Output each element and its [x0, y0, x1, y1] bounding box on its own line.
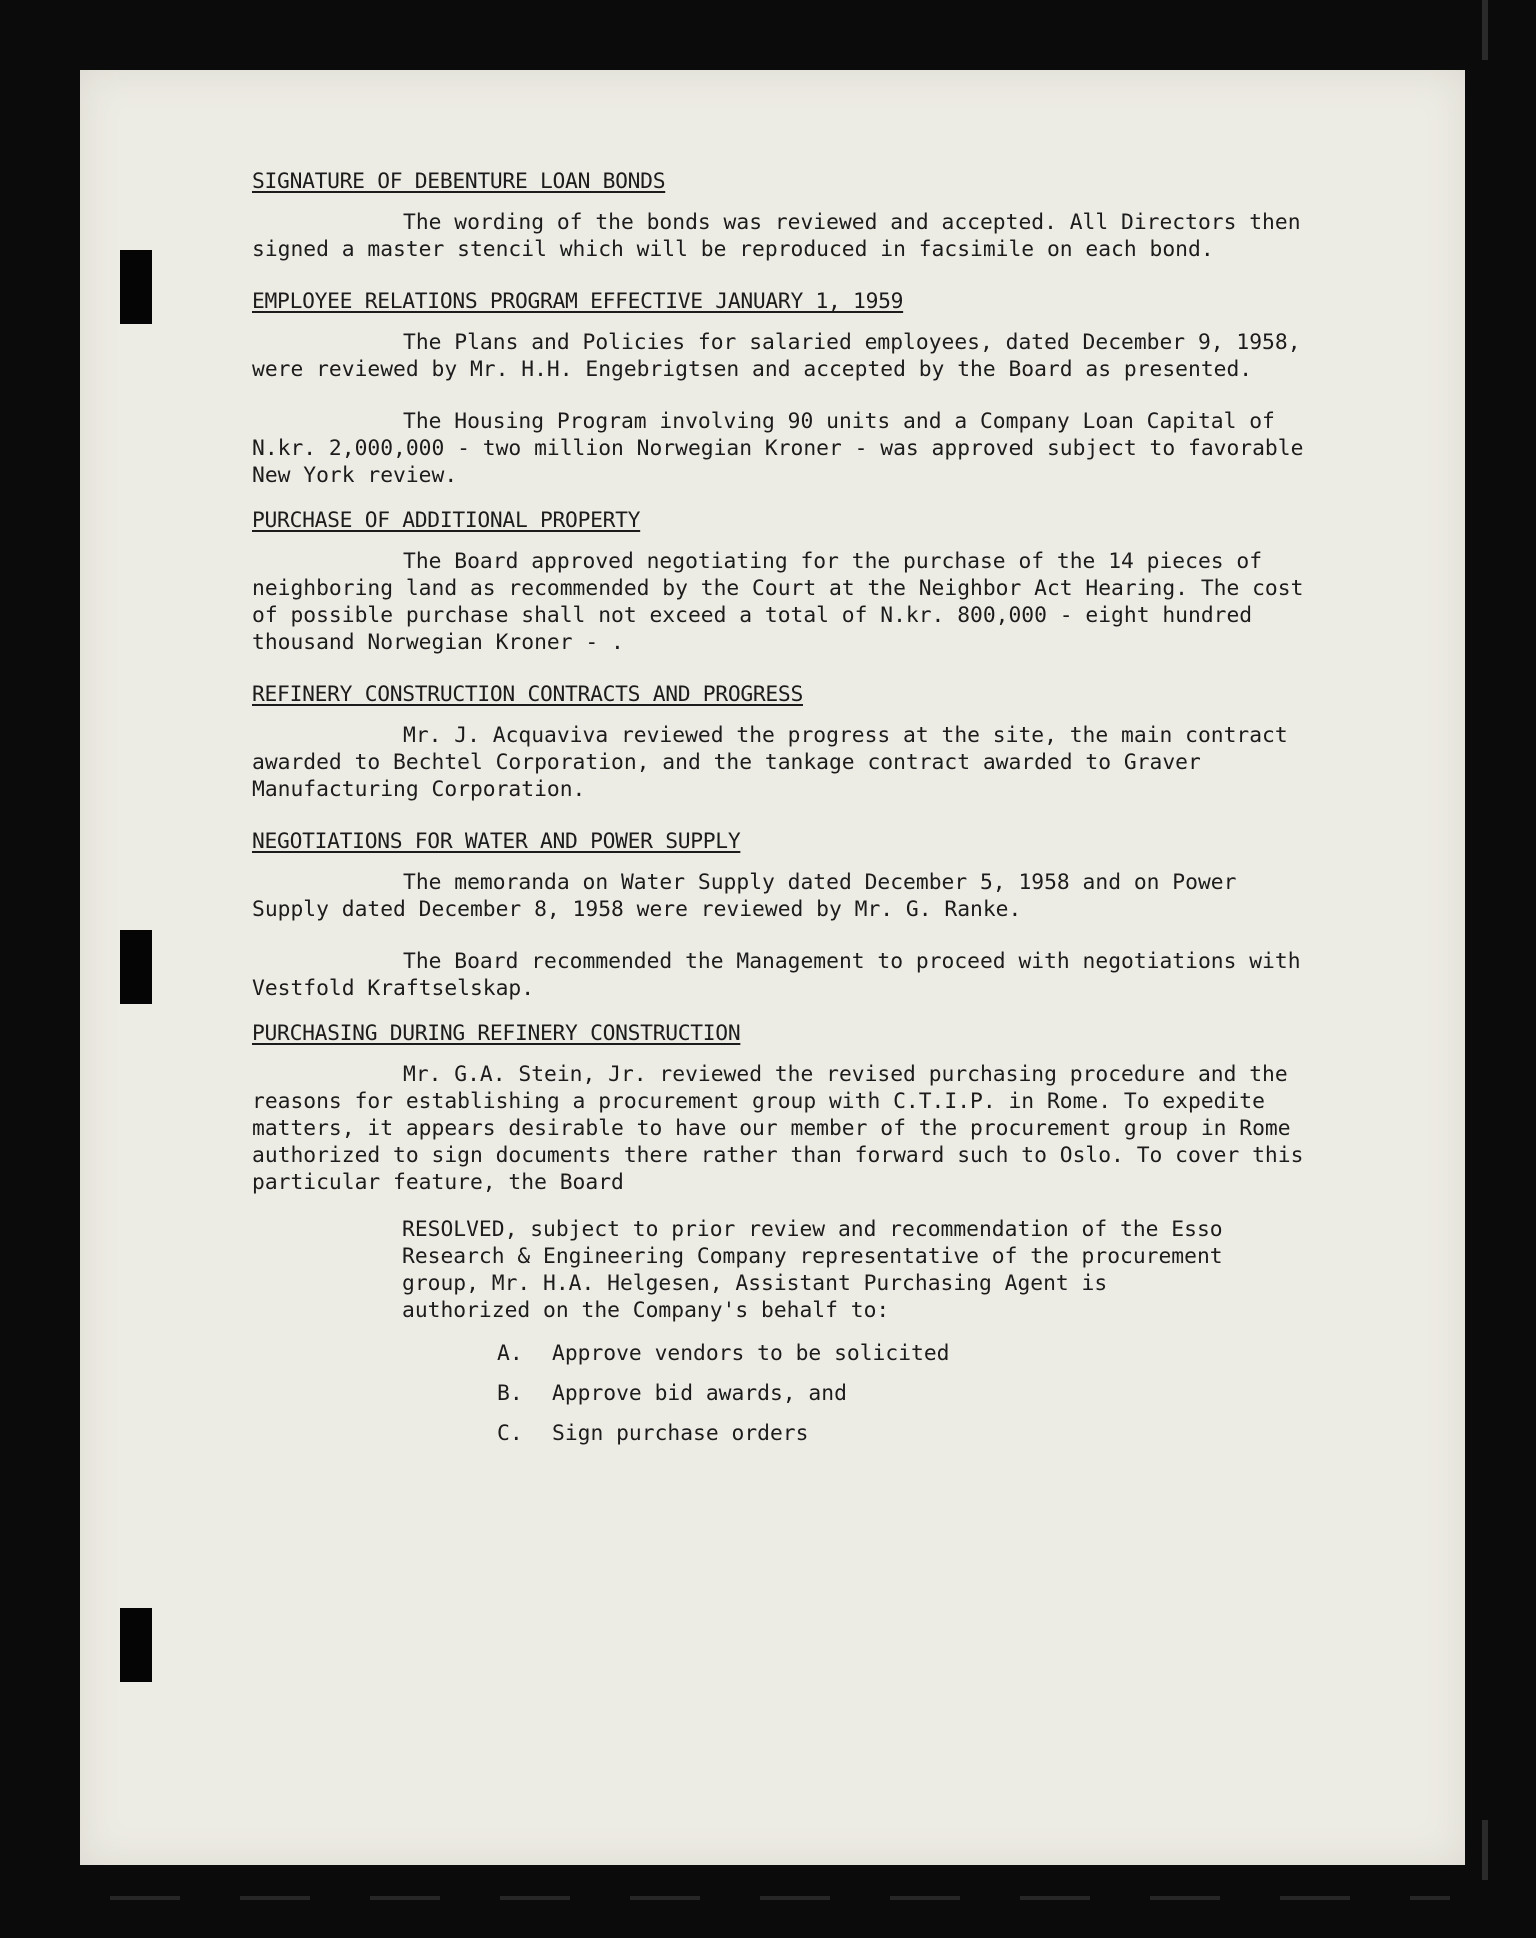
scan-edge-pattern: [110, 1896, 1450, 1900]
list-item: [497, 1340, 1312, 1367]
section-heading: PURCHASE OF ADDITIONAL PROPERTY: [252, 508, 641, 533]
paragraph: Mr. J. Acquaviva reviewed the progress at the site, the main contract awarded to Bechtel Corporation, and the tankage contract awarded to Graver Manufacturing Corporation.: [252, 723, 1288, 802]
paragraph: The memoranda on Water Supply dated December 5, 1958 and on Power Supply dated December 8, 1958 were reviewed by Mr. G. Ranke.: [252, 870, 1237, 922]
section-heading: REFINERY CONSTRUCTION CONTRACTS AND PROGRESS: [252, 682, 803, 707]
edge-mark-top-right: [1482, 0, 1488, 60]
scan-marker-top: [120, 250, 152, 324]
paragraph: The Housing Program involving 90 units and a Company Loan Capital of N.kr. 2,000,000 - two million Norwegian Kroner - was approved subject to favorable New York review.: [252, 409, 1304, 488]
list-item-text: Sign purchase orders: [552, 1421, 809, 1446]
list-item-text: Approve vendors to be solicited: [552, 1341, 950, 1366]
section-heading: SIGNATURE OF DEBENTURE LOAN BONDS: [252, 169, 666, 194]
section-heading: NEGOTIATIONS FOR WATER AND POWER SUPPLY: [252, 829, 741, 854]
list-item-text: Approve bid awards, and: [552, 1381, 847, 1406]
section-additional-property: [252, 507, 1312, 656]
section-heading: PURCHASING DURING REFINERY CONSTRUCTION: [252, 1021, 741, 1046]
list-item-letter: A.: [497, 1341, 523, 1366]
document-body: [252, 168, 1312, 1460]
resolution-text: RESOLVED, subject to prior review and recommendation of the Esso Research & Engineering Company representative of the procurement group, Mr. H.A. Helgesen, Assistant Purchasing Agent is authorized on the Company's behalf to:: [402, 1217, 1223, 1323]
section-bond-signature: [252, 168, 1312, 263]
list-item-letter: C.: [497, 1421, 523, 1446]
section-employee-relations: [252, 288, 1312, 489]
section-heading: EMPLOYEE RELATIONS PROGRAM EFFECTIVE JANUARY 1, 1959: [252, 289, 904, 314]
scan-marker-middle: [120, 930, 152, 1004]
list-item: [497, 1420, 1312, 1447]
paragraph: The Board recommended the Management to proceed with negotiations with Vestfold Kraftselskap.: [252, 949, 1301, 1001]
edge-mark-bottom-right: [1482, 1820, 1488, 1880]
list-item-letter: B.: [497, 1381, 523, 1406]
paragraph: The Board approved negotiating for the purchase of the 14 pieces of neighboring land as recommended by the Court at the Neighbor Act Hearing. The cost of possible purchase shall not exceed a total of N.kr. 800,000 - eight hundred thousand Norwegian Kroner - .: [252, 549, 1304, 655]
paragraph: The wording of the bonds was reviewed and accepted. All Directors then signed a master stencil which will be reproduced in facsimile on each bond.: [252, 210, 1301, 262]
scan-marker-bottom: [120, 1608, 152, 1682]
paragraph: Mr. G.A. Stein, Jr. reviewed the revised purchasing procedure and the reasons for establishing a procurement group with C.T.I.P. in Rome. To expedite matters, it appears desirable to have our member of the procurement group in Rome authorized to sign documents there rather than forward such to Oslo. To cover this particular feature, the Board: [252, 1062, 1304, 1195]
section-water-power: [252, 828, 1312, 1002]
authorization-list: [497, 1340, 1312, 1447]
list-item: [497, 1380, 1312, 1407]
section-purchasing: [252, 1020, 1312, 1196]
paragraph: The Plans and Policies for salaried employees, dated December 9, 1958, were reviewed by Mr. H.H. Engebrigtsen and accepted by the Board as presented.: [252, 330, 1301, 382]
section-refinery-contracts: [252, 681, 1312, 803]
